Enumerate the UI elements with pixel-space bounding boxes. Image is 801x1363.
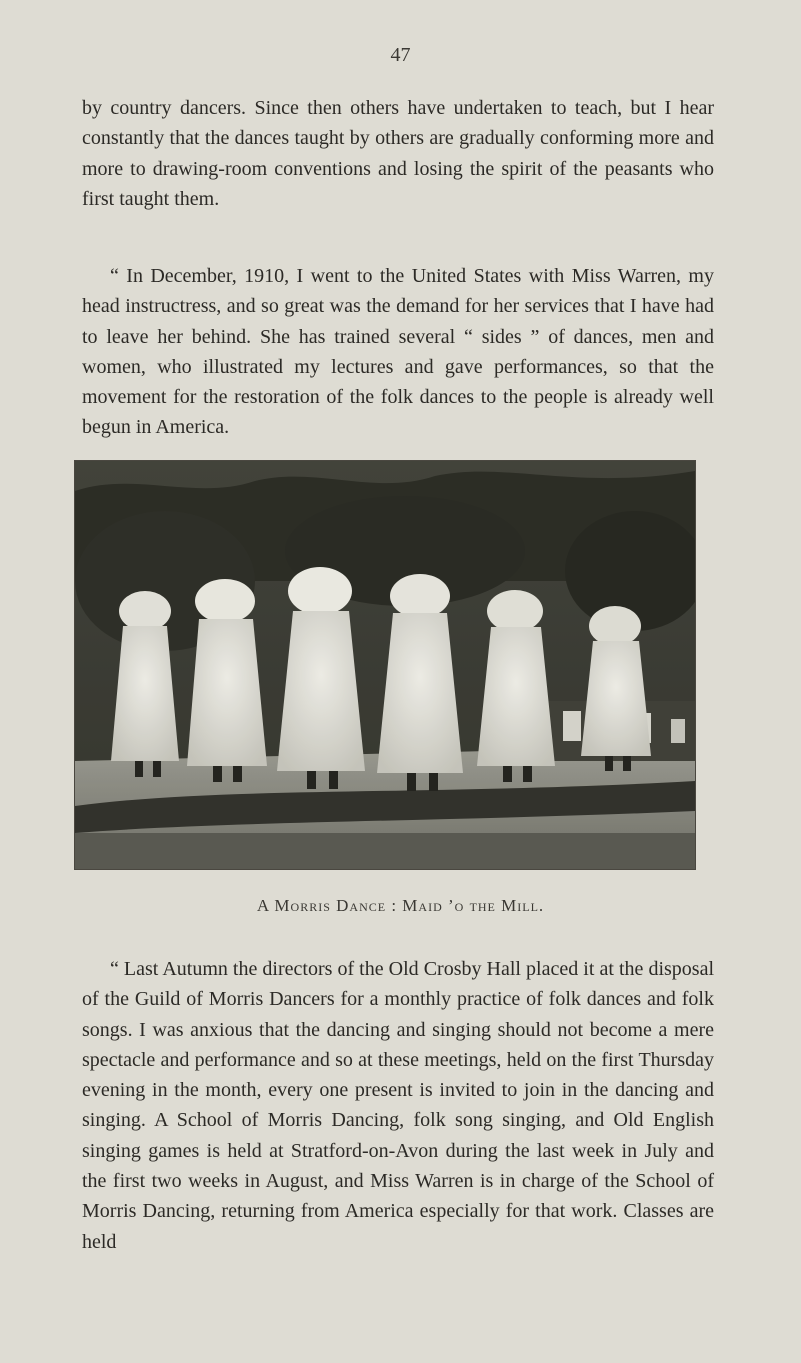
- paragraph-december-1910: “ In December, 1910, I went to the United States with Miss Warren, my head instructress, and so great was the demand for her services that I have had to leave her behind. She has trained several “ sides ” of dances, men and women, who illustrated my lectures and gave performances, so that the movement for the restoration of the folk dances to the people is already well begun in America.: [82, 265, 714, 439]
- paragraph-last-autumn: “ Last Autumn the directors of the Old Crosby Hall placed it at the disposal of the Guild of Morris Dancers for a monthly practice of folk dances and folk songs. I was anxious that the dancing and singing should not become a mere spectacle and performance and so at these meetings, held on the first Thursday evening in the month, every one present is invited to join in the dancing and singing. A School of Morris Dancing, folk song singing, and Old English singing games is held at Stratford-on-Avon during the last week in July and the first two weeks in August, and Miss Warren is in charge of the School of Morris Dancing, returning from America especially for that work. Classes are held: [82, 958, 714, 1253]
- photo-illustration: [75, 461, 695, 869]
- figure-caption: A Morris Dance : Maid ’o the Mill.: [256, 896, 545, 915]
- morris-dance-photograph: [74, 460, 696, 870]
- page-number: 47: [390, 44, 411, 66]
- paragraph-continued: by country dancers. Since then others have undertaken to teach, but I hear constantly that the dances taught by others are gradually conforming more and more to drawing-room conventions and losing the spirit of the peasants who first taught them.: [82, 97, 714, 210]
